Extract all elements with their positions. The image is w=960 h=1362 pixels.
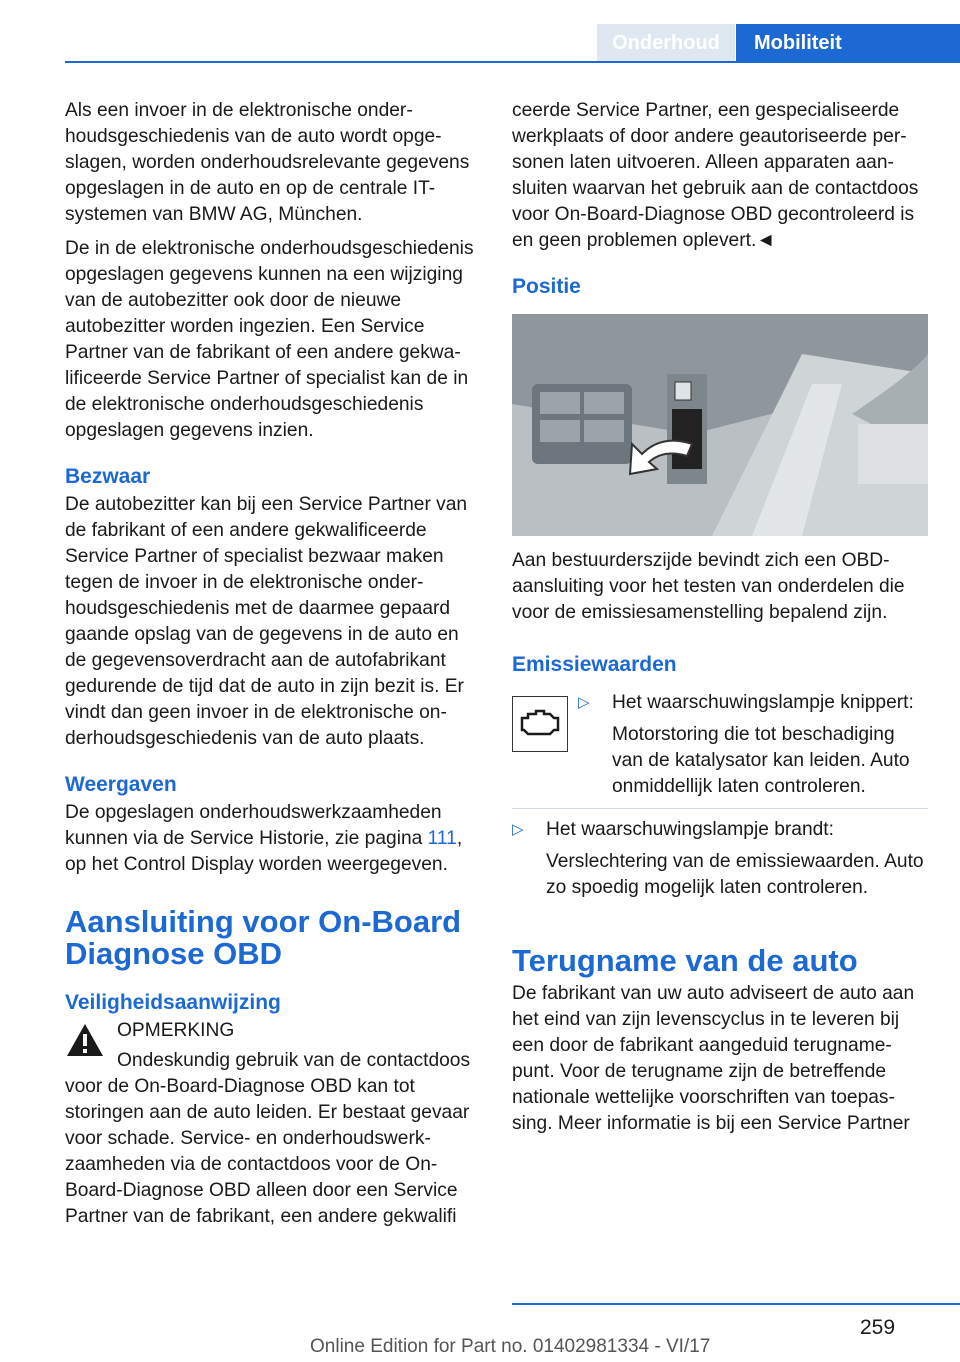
tab-onderhoud[interactable]: Onderhoud	[597, 24, 735, 62]
bullet-triangle-icon: ▷	[578, 694, 590, 711]
paragraph-bezwaar: De autobezitter kan bij een Service Partner van de fabrikant of een andere gekwalificeerde Service Partner of specialist bezwaar maken tegen de invoer in de elektronische onderhoudsgeschiedenis met de daarmee gepaard gaande opslag van de gegevens in de auto en de gegevensoverdracht aan de autofabrikant gedurende de tijd dat de auto in zijn bezit is. Er vindt dan geen invoer in de elektronische onderhoudsgeschiedenis van de auto plaats.	[65, 494, 468, 749]
heading-positie: Positie	[512, 275, 581, 298]
warning-triangle-icon	[65, 1022, 105, 1058]
tab-mobiliteit[interactable]: Mobiliteit	[736, 24, 960, 62]
warning-text: Ondeskundig gebruik van de contactdoos voor de On-Board-Diagnose OBD kan tot storingen aan de auto leiden. Er bestaat gevaar voor schade. Service- en onderhoudswerkzaamheden via de contactdoos voor de On-Board-Diagnose OBD alleen door een Service Partner van de fabrikant, een andere gekwalifi	[65, 1050, 471, 1227]
heading-veiligheid: Veiligheidsaanwijzing	[65, 991, 281, 1014]
list-item: ▷ Het waarschuwingslampje brandt: Verslechtering van de emissiewaarden. Auto zo spoedig mogelijk laten controleren.	[512, 819, 924, 898]
emission-block	[512, 690, 928, 901]
warning-label: OPMERKING	[117, 1020, 235, 1041]
heading-emissiewaarden: Emissiewaarden	[512, 653, 677, 676]
footer-rule	[512, 1303, 960, 1305]
list-item: ▷ Het waarschuwingslampje knippert: Motorstoring die tot beschadiging van de katalysator kan leiden. Auto onmiddellijk laten controleren.	[578, 692, 914, 797]
right-column	[512, 98, 928, 1145]
page-link[interactable]: 111	[427, 828, 457, 849]
heading-bezwaar: Bezwaar	[65, 465, 151, 488]
emission-list	[578, 690, 928, 800]
paragraph-terugname: De fabrikant van uw auto adviseert de auto aan het eind van zijn levenscyclus in te leveren bij een door de fabrikant aangeduid terugnamepunt. Voor de terugname zijn de betreffende nationale wettelijke voorschriften van toepassing. Meer informatie is bij een Service Partner	[512, 983, 915, 1134]
paragraph-continued: ceerde Service Partner, een gespecialiseerde werkplaats of door andere geautoriseerde personen laten uitvoeren. Alleen apparaten aansluiten waarvan het gebruik aan de contactdoos voor On-Board-Diagnose OBD gecontroleerd is en geen problemen oplevert.◄	[512, 100, 919, 251]
bullet-triangle-icon: ▷	[512, 821, 524, 838]
paragraph-weergaven: De opgeslagen onderhoudswerkzaamheden kunnen via de Service Historie, zie pagina 111, op het Control Display worden weergegeven.	[65, 802, 463, 875]
paragraph-history: De in de elektronische onderhoudsgeschiedenis opgeslagen gegevens kunnen na een wijziging van de autobezitter ook door de nieuwe autobezitter worden ingezien. Een Service Partner van de fabrikant of een andere gekwalificeerde Service Partner of specialist kan de in de elektronische onderhoudsgeschiedenis opgeslagen gegevens inzien.	[65, 238, 474, 441]
engine-warning-icon	[512, 696, 568, 752]
heading-terugname: Terugname van de auto	[512, 943, 858, 978]
page-number: 259	[860, 1316, 896, 1339]
paragraph-intro: Als een invoer in de elektronische onderhoudsgeschiedenis van de auto wordt opgeslagen, worden onderhoudsrelevante gegevens opgeslagen in de auto en op de centrale IT-systemen van BMW AG, München.	[65, 100, 470, 225]
emission-list-2	[512, 817, 928, 901]
left-column	[65, 98, 479, 1238]
footer-edition: Online Edition for Part no. 01402981334 - VI/17	[310, 1336, 711, 1357]
paragraph-positie: Aan bestuurderszijde bevindt zich een OBD-aansluiting voor het testen van onderdelen die voor de emissiesamenstelling bepalend zijn.	[512, 550, 905, 623]
header-rule	[65, 61, 960, 63]
obd-position-photo	[512, 314, 928, 536]
warning-block	[65, 1018, 479, 1230]
heading-obd: Aansluiting voor On-Board Diagnose OBD	[65, 904, 462, 971]
divider	[512, 808, 928, 809]
heading-weergaven: Weergaven	[65, 773, 177, 796]
